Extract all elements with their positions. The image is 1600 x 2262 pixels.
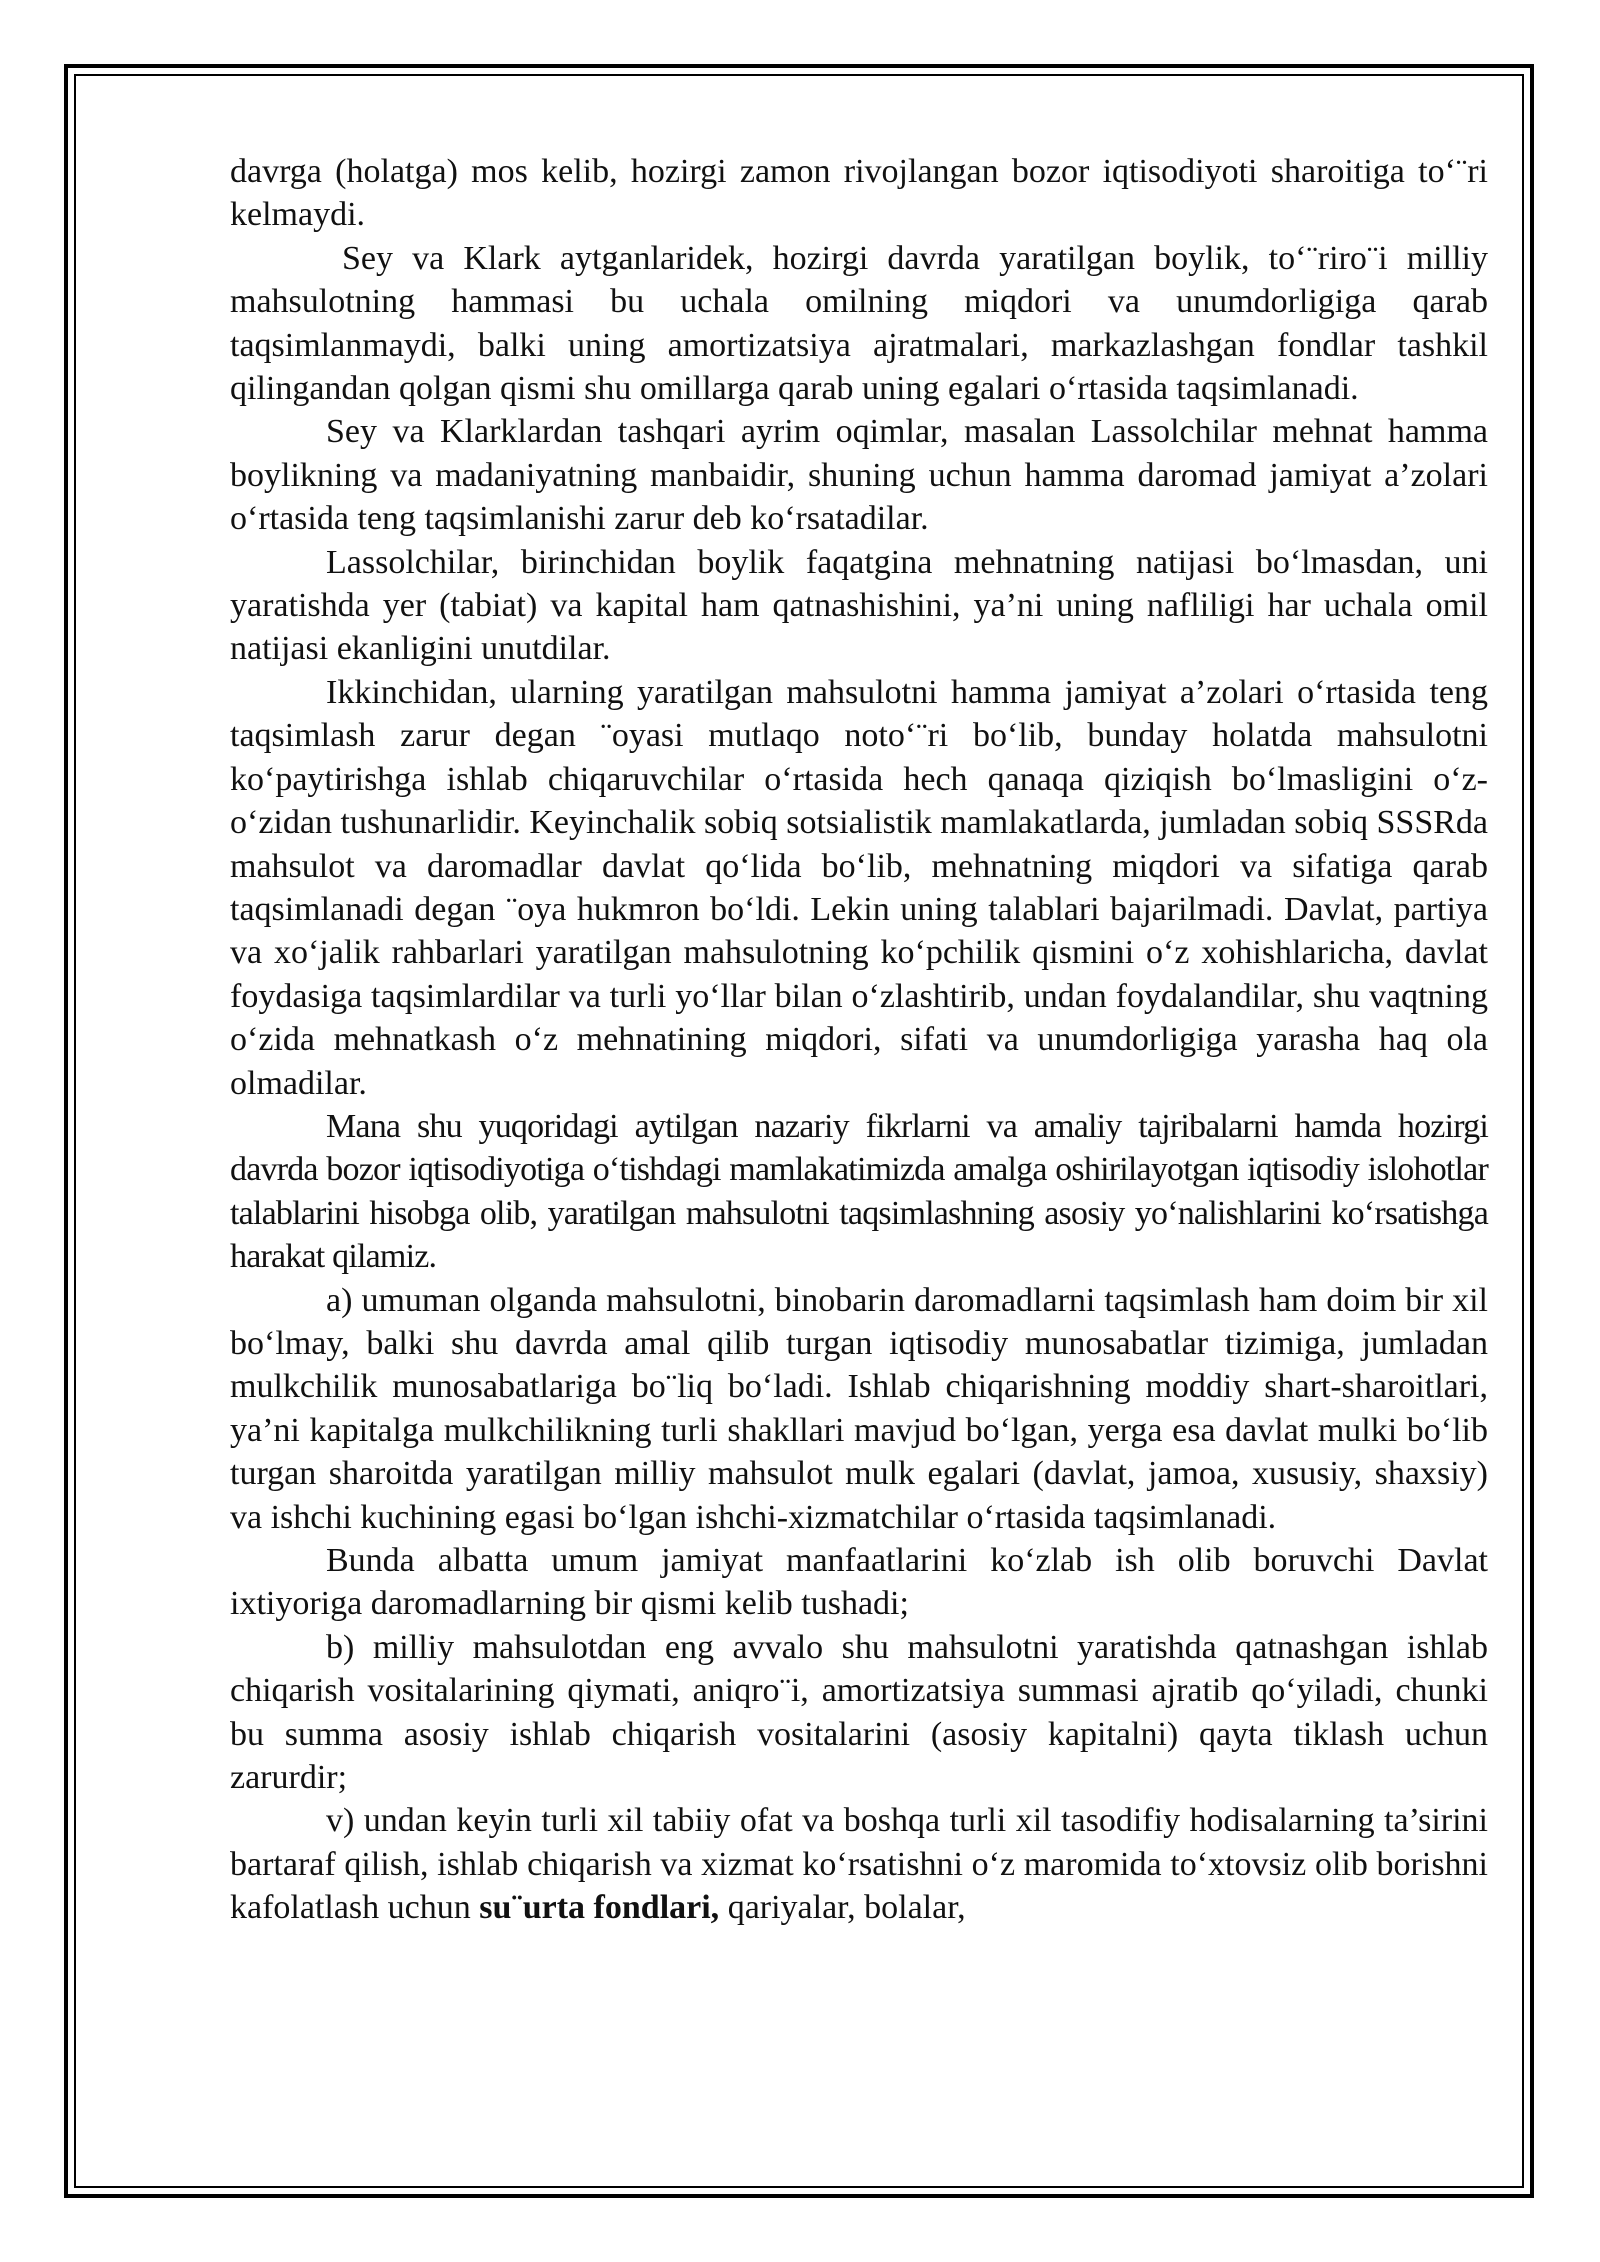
paragraph-birinchidan: Lassolchilar, birinchidan boylik faqatgina mehnatning natijasi bo‘lmasdan, uni yaratishda yer (tabiat) va kapital ham qatnashishini, ya’ni uning nafliligi har uchala omil natijasi ekanligini unutdilar. — [230, 543, 1488, 668]
paragraph-bunda: Bunda albatta umum jamiyat manfaatlarini ko‘zlab ish olib boruvchi Davlat ixtiyoriga daromadlarning bir qismi kelib tushadi; — [230, 1542, 1488, 1623]
paragraph-item-v — [230, 1799, 1488, 1929]
paragraph-sey-klark: Sey va Klark aytganlaridek, hozirgi davrda yaratilgan boylik, to‘¨riro¨i milliy mahsulotning hammasi bu uchala omilning miqdori va unumdorligiga qarab taqsimlanmaydi, balki uning amortizatsiya ajratmalari, markazlashgan fondlar tashkil qilingandan qolgan qismi shu omillarga qarab uning egalari o‘rtasida taqsimlanadi. — [230, 239, 1488, 408]
paragraph-item-a: a) umuman olganda mahsulotni, binobarin daromadlarni taqsimlash ham doim bir xil bo‘lmay, balki shu davrda amal qilib turgan iqtisodiy munosabatlar tizimiga, jumladan mulkchilik munosabatlariga bo¨liq bo‘ladi. Ishlab chiqarishning moddiy shart-sharoitlari, ya’ni kapitalga mulkchilikning turli shakllari mavjud bo‘lgan, yerga esa davlat mulki bo‘lib turgan sharoitda yaratilgan milliy mahsulot mulk egalari (davlat, jamoa, xususiy, shaxsiy) va ishchi kuchining egasi bo‘lgan ishchi-xizmatchilar o‘rtasida taqsimlanadi. — [230, 1281, 1488, 1536]
item-v-text-start: v) undan keyin turli xil tabiiy ofat va boshqa turli xil tasodifiy hodisalarning ta’sirini bartaraf qilish, ishlab chiqarish va xizmat ko‘rsatishni o‘z maromida to‘xtovsiz olib borishni kafolatlash uchun — [230, 1802, 1488, 1927]
paragraph-lassolchilar-intro: Sey va Klarklardan tashqari ayrim oqimlar, masalan Lassolchilar mehnat hamma boylikning va madaniyatning manbaidir, shuning uchun hamma daromad jamiyat a’zolari o‘rtasida teng taqsimlanishi zarur deb ko‘rsatadilar. — [230, 413, 1488, 538]
paragraph-continuation: davrga (holatga) mos kelib, hozirgi zamon rivojlangan bozor iqtisodiyoti sharoitiga to‘¨ri kelmaydi. — [230, 153, 1488, 234]
item-v-text-end: qariyalar, bolalar, — [719, 1889, 966, 1927]
paragraph-item-b: b) milliy mahsulotdan eng avvalo shu mahsulotni yaratishda qatnashgan ishlab chiqarish vositalarining qiymati, aniqro¨i, amortizatsiya summasi ajratib qo‘yiladi, chunki bu summa asosiy ishlab chiqarish vositalarini (asosiy kapitalni) qayta tiklash uchun zarurdir; — [230, 1628, 1488, 1797]
paragraph-ikkinchidan: Ikkinchidan, ularning yaratilgan mahsulotni hamma jamiyat a’zolari o‘rtasida teng taqsimlash zarur degan ¨oyasi mutlaqo noto‘¨ri bo‘lib, bunday holatda mahsulotni ko‘paytirishga ishlab chiqaruvchilar o‘rtasida hech qanaqa qiziqish bo‘lmasligini o‘z-o‘zidan tushunarlidir. Keyinchalik sobiq sotsialistik mamlakatlarda, jumladan sobiq SSSRda mahsulot va daromadlar davlat qo‘lida bo‘lib, mehnatning miqdori va sifatiga qarab taqsimlanadi degan ¨oya hukmron bo‘ldi. Lekin uning talablari bajarilmadi. Davlat, partiya va xo‘jalik rahbarlari yaratilgan mahsulotning ko‘pchilik qismini o‘z xohishlaricha, davlat foydasiga taqsimlardilar va turli yo‘llar bilan o‘zlashtirib, undan foydalandilar, shu vaqtning o‘zida mehnatkash o‘z mehnatining miqdori, sifati va unumdorligiga yarasha haq ola olmadilar. — [230, 673, 1488, 1102]
document-body — [230, 150, 1488, 1930]
item-v-bold-term: su¨urta fondlari, — [479, 1889, 720, 1927]
paragraph-mana-shu: Mana shu yuqoridagi aytilgan nazariy fikrlarni va amaliy tajribalarni hamda hozirgi davrda bozor iqtisodiyotiga o‘tishdagi mamlakatimizda amalga oshirilayotgan iqtisodiy islohotlar talablarini hisobga olib, yaratilgan mahsulotni taqsimlashning asosiy yo‘nalishlarini ko‘rsatishga harakat qilamiz. — [230, 1107, 1488, 1276]
